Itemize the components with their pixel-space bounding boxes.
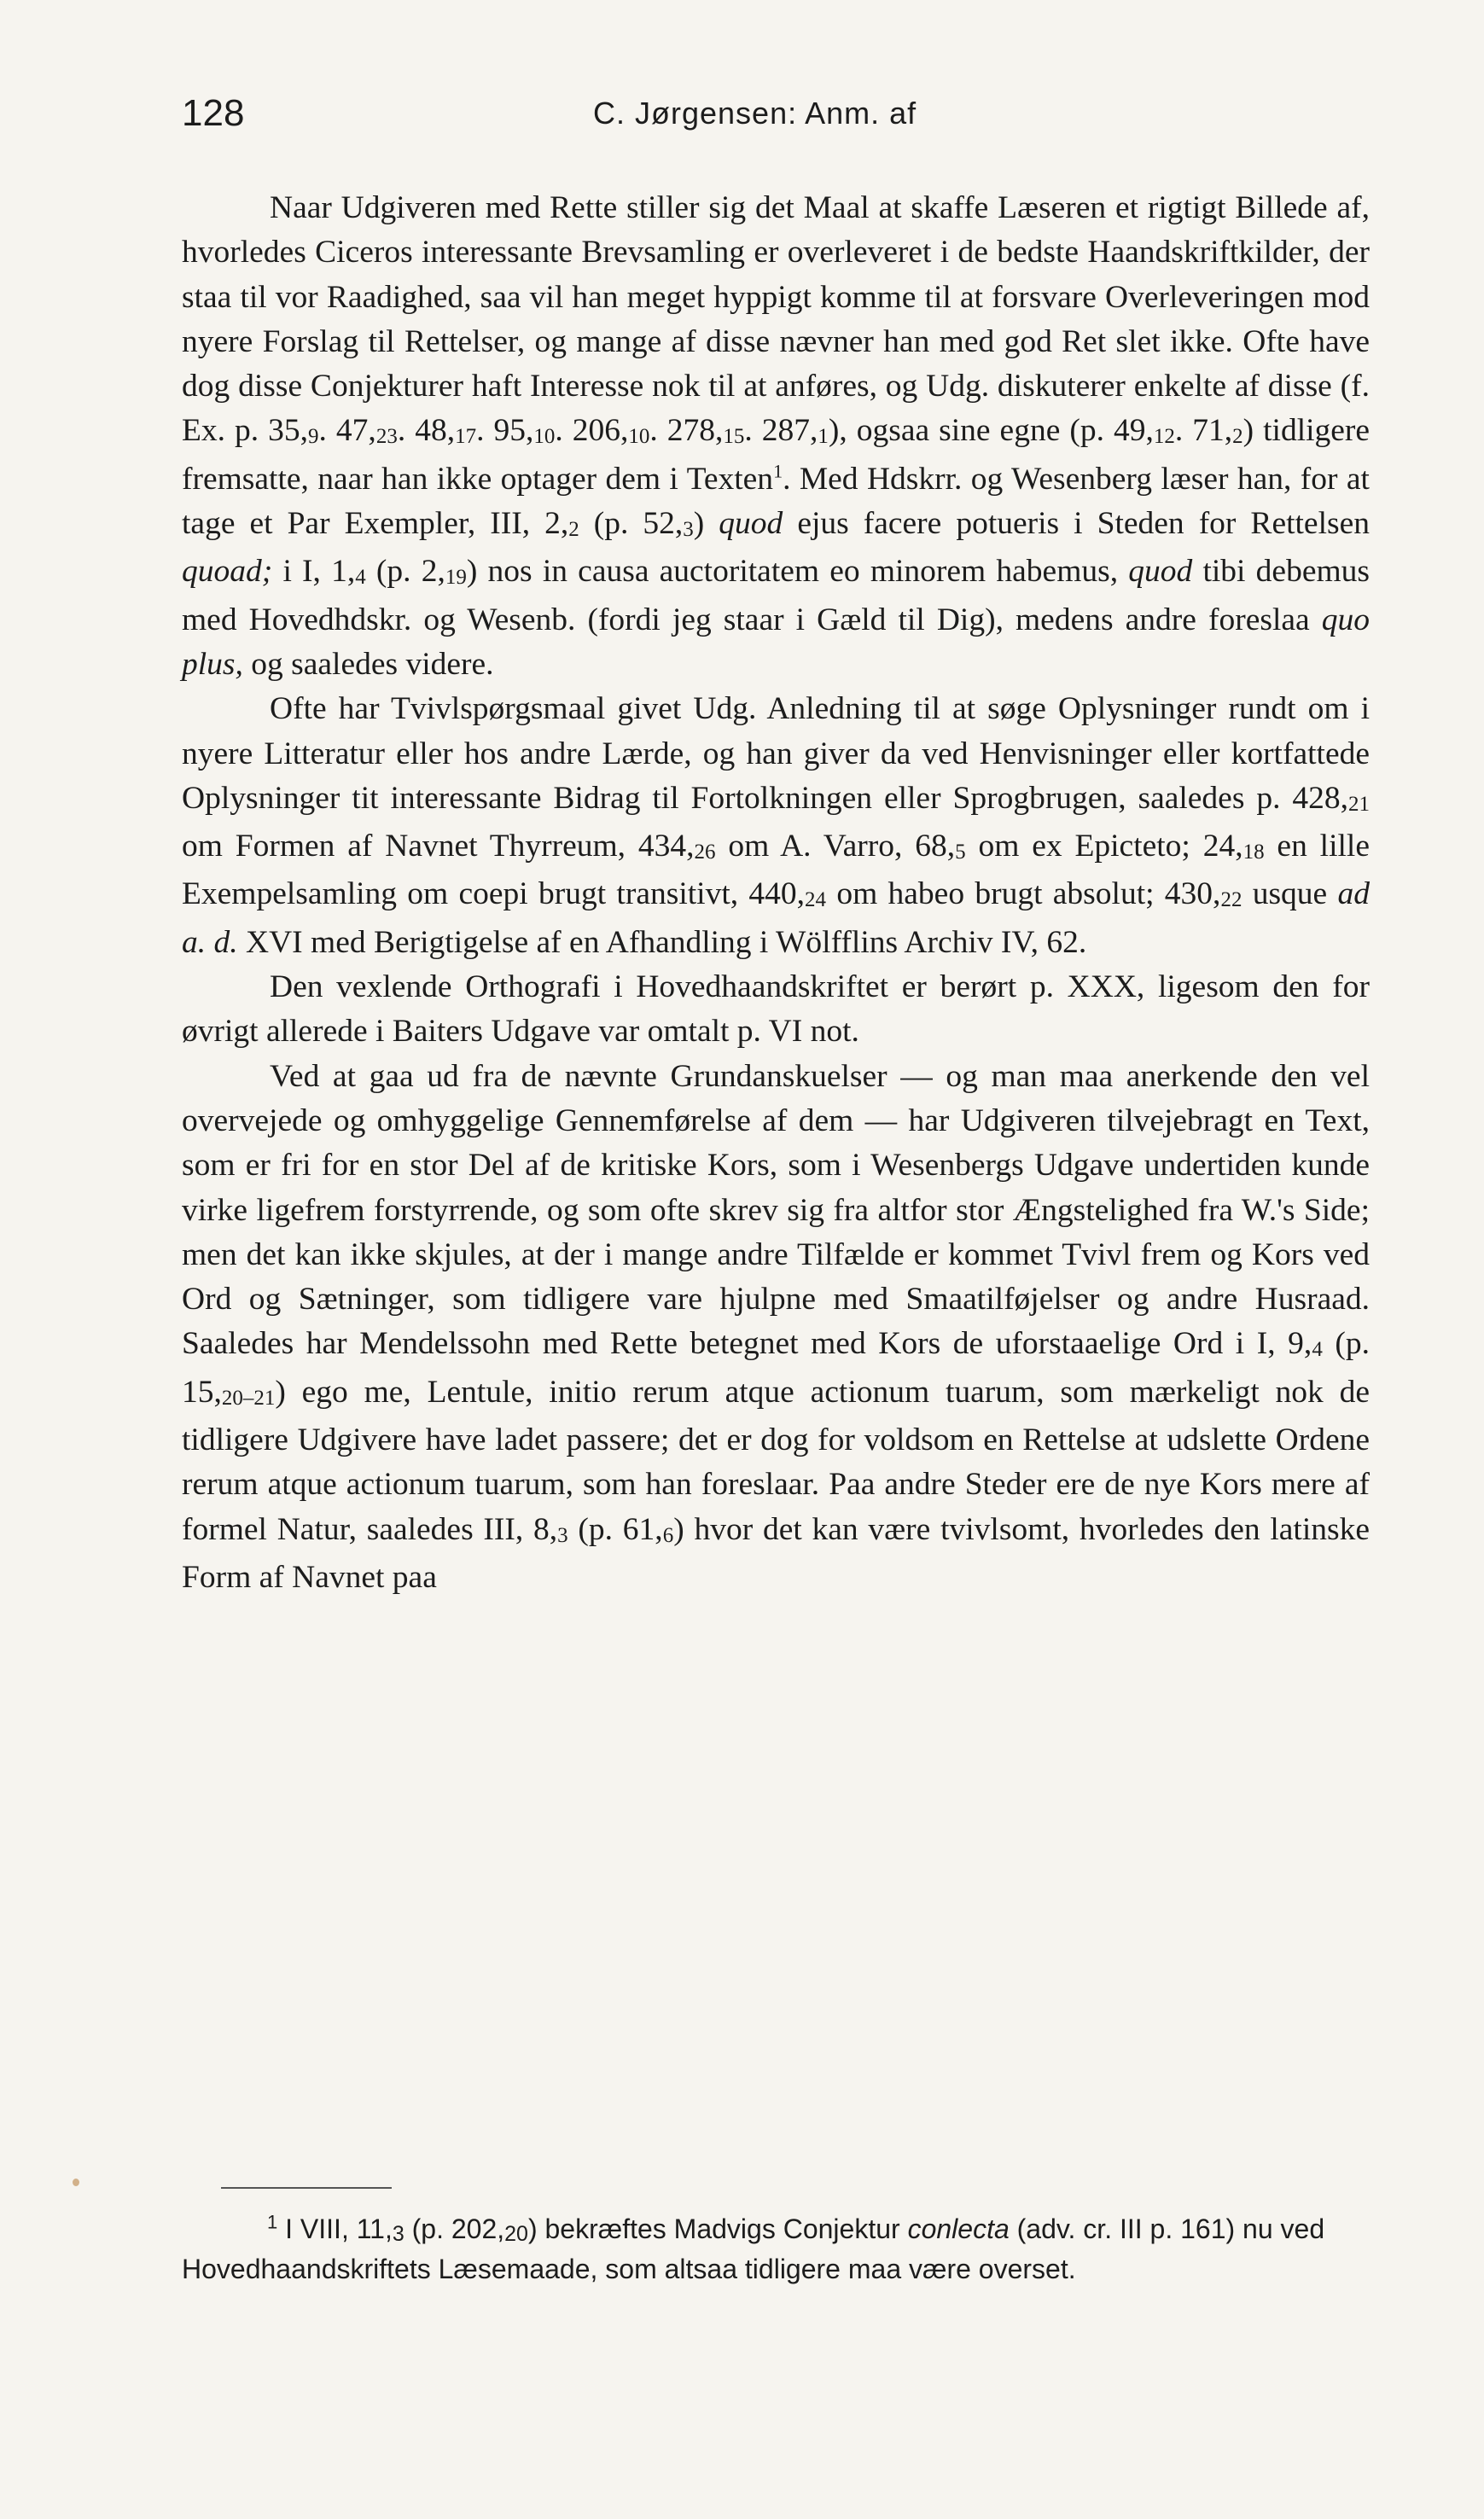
line-reference: 3 [557, 1523, 568, 1547]
text-run: . Med Hdskrr. og Wesenberg læser han, for at tage et Par Exempler, III, 2, [182, 461, 1370, 542]
text-run: en lille Exempelsamling om coepi brugt transitivt, 440, [182, 829, 1370, 912]
line-reference: 9 [308, 425, 319, 449]
body-text [182, 186, 1370, 1600]
line-reference: 2 [568, 518, 579, 542]
running-title: C. Jørgensen: Anm. af [593, 96, 917, 131]
text-run: (p. 2, [365, 554, 445, 590]
text-run: og saaledes videre. [242, 646, 494, 682]
text-run: . 206, [555, 413, 629, 449]
text-run: XVI med Berigtigelse af en Afhandling i Wölfflins Archiv IV, 62. [237, 924, 1087, 960]
text-run: ) hvor det kan være tvivlsomt, hvorledes den latinske Form af Navnet paa [182, 1511, 1370, 1595]
line-reference: 15 [723, 425, 745, 449]
text-run: ) nos in causa auctoritatem eo minorem habemus, [466, 554, 1129, 590]
italic-text: quoad; [182, 554, 273, 590]
line-reference: 19 [445, 566, 467, 590]
line-reference: 20 [504, 2222, 528, 2246]
text-run: Den vexlende Orthografi i Hovedhaandskriftet er berørt p. XXX, ligesom den for øvrigt allerede i Baiters Udgave var omtalt p. VI not. [182, 969, 1370, 1050]
italic-text: quo plus, [182, 602, 1370, 682]
paragraph [182, 687, 1370, 965]
page-header [182, 85, 1359, 145]
paragraph [182, 186, 1370, 687]
text-run: Naar Udgiveren med Rette stiller sig det Maal at skaffe Læseren et rigtigt Billede af, hvorledes Ciceros interessante Brevsamling er overleveret i de bedste Haandskriftkilder, der staa til vor Raadighed, saa vil han meget hyppigt komme til at forsvare Overleveringen mod nyere Forslag til Rettelser, og mange af disse nævner han med god Ret slet ikke. Ofte have dog disse Conjekturer haft Interesse nok til at anføres, og Udg. diskuterer enkelte af disse (f. Ex. p. 35, [182, 190, 1370, 449]
footnote-text [182, 2210, 1370, 2288]
text-run: om habeo brugt absolut; 430, [826, 876, 1221, 912]
line-reference: 10 [628, 425, 650, 449]
line-reference: 12 [1153, 425, 1175, 449]
italic-text: conlecta [907, 2214, 1010, 2244]
text-run: om A. Varro, 68, [715, 829, 956, 864]
line-reference: 23 [375, 425, 398, 449]
line-reference: 1 [818, 425, 829, 449]
line-reference: 5 [955, 841, 966, 864]
line-reference: 6 [662, 1523, 674, 1547]
text-run: . 278, [649, 413, 724, 449]
text-run: (adv. cr. III p. 161) nu ved Hovedhaandskriftets Læsemaade, som altsaa tidligere maa være overset. [182, 2214, 1325, 2284]
text-run: ), ogsaa sine egne (p. 49, [828, 413, 1154, 449]
text-run: ejus facere potueris i Steden for Rettelsen [783, 506, 1370, 542]
text-run: (p. 15, [182, 1326, 1370, 1410]
text-run: tibi debemus med Hovedhdskr. og Wesenb. (fordi jeg staar i Gæld til Dig), medens andre foreslaa [182, 554, 1370, 637]
footnote-marker: 1 [773, 460, 783, 482]
text-run: . 95, [476, 413, 534, 449]
text-run: (p. 202, [404, 2214, 505, 2244]
paper-speck [73, 2179, 79, 2186]
text-run: . 71, [1174, 413, 1233, 449]
text-run: (p. 52, [579, 506, 684, 542]
paragraph [182, 1055, 1370, 1601]
text-run: om Formen af Navnet Thyrreum, 434, [182, 829, 695, 864]
text-run: usque [1242, 876, 1338, 912]
text-run: om ex Epicteto; 24, [965, 829, 1243, 864]
line-reference: 26 [694, 841, 716, 864]
italic-text: ad a. d. [182, 876, 1370, 960]
text-run: ) ego me, Lentule, initio rerum atque actionum tuarum, som mærkeligt nok de tidligere Udgivere have ladet passere; det er dog for voldsom en Rettelse at udslette Ordene rerum atque actionum tuarum, som han foreslaar. Paa andre Steder ere de nye Kors mere af formel Natur, saaledes III, 8, [182, 1374, 1370, 1547]
text-run: ) [693, 506, 719, 542]
text-run: . 287, [744, 413, 818, 449]
line-reference: 4 [1312, 1338, 1323, 1362]
line-reference: 24 [805, 888, 827, 912]
line-reference: 20–21 [221, 1386, 276, 1410]
text-run: Ofte har Tvivlspørgsmaal givet Udg. Anledning til at søge Oplysninger rundt om i nyere Litteratur eller hos andre Lærde, og han giver da ved Henvisninger eller kortfattede Oplysninger tit interessante Bidrag til Fortolkningen eller Sprogbrugen, saaledes p. 428, [182, 691, 1370, 816]
footnote-rule [221, 2187, 392, 2189]
text-run: i I, 1, [272, 554, 356, 590]
text-run: (p. 61, [567, 1511, 663, 1547]
text-run: I VIII, 11, [277, 2214, 393, 2244]
paragraph [182, 965, 1370, 1055]
line-reference: 3 [392, 2222, 404, 2246]
italic-text: quod [1128, 554, 1193, 590]
line-reference: 3 [683, 518, 694, 542]
text-run: ) tidligere fremsatte, naar han ikke optager dem i Texten [182, 413, 1371, 497]
line-reference: 22 [1220, 888, 1242, 912]
line-reference: 10 [533, 425, 556, 449]
footnote [182, 2210, 1370, 2288]
italic-text: quod [719, 506, 783, 542]
text-run: Ved at gaa ud fra de nævnte Grundanskuelser — og man maa anerkende den vel overvejede og omhyggelige Gennemførelse af dem — har Udgiveren tilvejebragt en Text, som er fri for en stor Del af de kritiske Kors, som i Wesenbergs Udgave undertiden kunde virke ligefrem forstyrrende, og som ofte skrev sig fra altfor stor Ængstelighed fra W.'s Side; men det kan ikke skjules, at der i mange andre Tilfælde er kommet Tvivl frem og Kors ved Ord og Sætninger, som tidligere vare hjulpne med Smaatilføjelser og andre Husraad. Saaledes har Mendelssohn med Rette betegnet med Kors de uforstaaelige Ord i I, 9, [182, 1058, 1370, 1362]
line-reference: 2 [1232, 425, 1243, 449]
text-run: . 47, [318, 413, 376, 449]
page-number: 128 [182, 92, 245, 134]
line-reference: 17 [455, 425, 477, 449]
text-run: ) bekræftes Madvigs Conjektur [527, 2214, 908, 2244]
line-reference: 18 [1242, 841, 1265, 864]
line-reference: 21 [1348, 792, 1370, 816]
text-run: . 48, [397, 413, 456, 449]
line-reference: 4 [355, 566, 366, 590]
footnote-marker: 1 [267, 2211, 278, 2233]
